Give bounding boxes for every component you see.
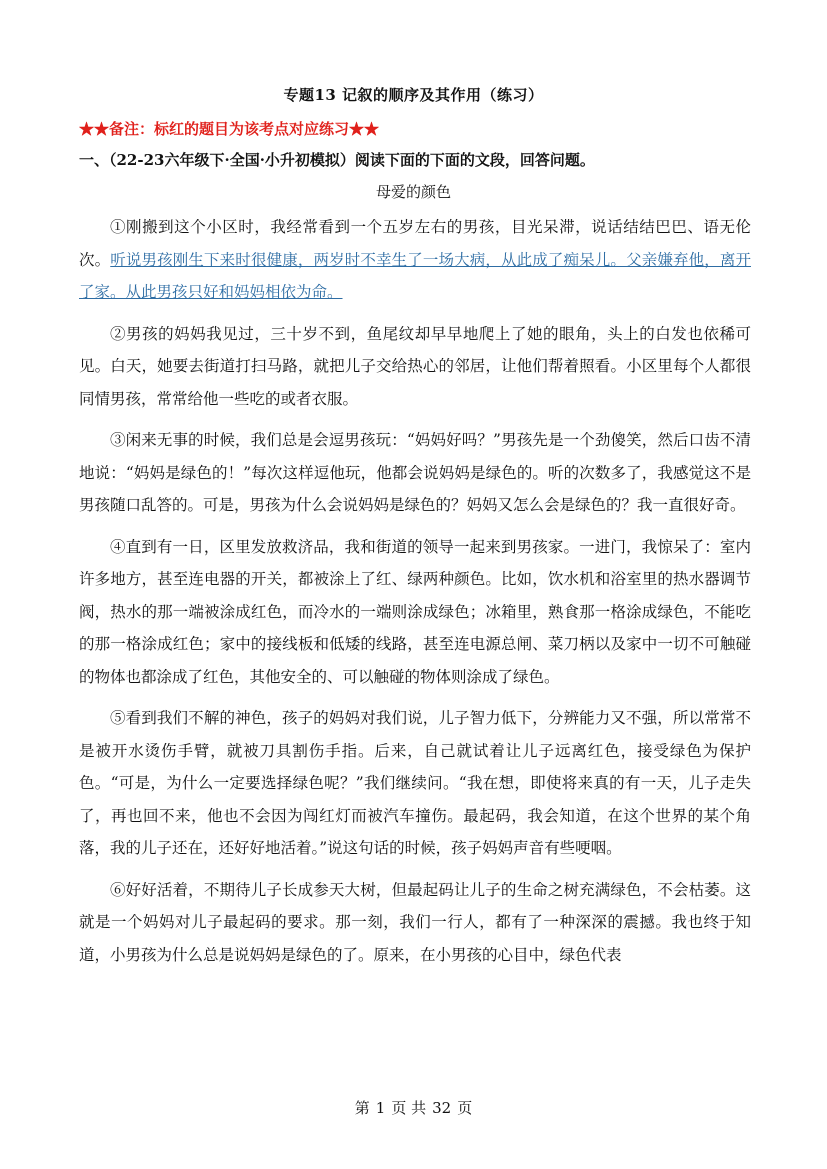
footer-mid: 页 共 [391, 1099, 427, 1117]
paragraph-4: ④直到有一日，区里发放救济品，我和街道的领导一起来到男孩家。一进门，我惊呆了：室内许多地方，甚至连电器的开关，都被涂上了红、绿两种颜色。比如，饮水机和浴室里的热水器调节阀，热水的那一端被涂成红色，而冷水的一端则涂成绿色；冰箱里，熟食那一格涂成绿色，不能吃的那一格涂成红色；家中的接线板和低矮的线路，甚至连电源总闸、菜刀柄以及家中一切不可触碰的物体也都涂成了红色，其他安全的、可以触碰的物体则涂成了绿色。 [79, 537, 751, 686]
document-title: 专题13 记叙的顺序及其作用（练习） [283, 86, 544, 104]
paragraph-3: ③闲来无事的时候，我们总是会逗男孩玩：“妈妈好吗？”男孩先是一个劲傻笑，然后口齿不清地说：“妈妈是绿色的！”每次这样逗他玩，他都会说妈妈是绿色的。听的次数多了，我感觉这不是男孩随口乱答的。可是，男孩为什么会说妈妈是绿色的？妈妈又怎么会是绿色的？我一直很好奇。 [79, 431, 751, 514]
paragraph-6: ⑥好好活着，不期待儿子长成参天大树，但最起码让儿子的生命之树充满绿色，不会枯萎。这就是一个妈妈对儿子最起码的要求。那一刻，我们一行人，都有了一种深深的震撼。我也终于知道，小男孩为什么总是说妈妈是绿色的了。原来，在小男孩的心目中，绿色代表 [79, 880, 751, 964]
footer-prefix: 第 [354, 1099, 370, 1117]
paragraph-5: ⑤看到我们不解的神色，孩子的妈妈对我们说，儿子智力低下，分辨能力又不强，所以常常不是被开水烫伤手臂，就被刀具割伤手指。后来，自己就试着让儿子远离红色，接受绿色为保护色。“可是，为什么一定要选择绿色呢？”我们继续问。“我在想，即使将来真的有一天，儿子走失了，再也回不来，他也不会因为闯红灯而被汽车撞伤。最起码，我会知道，在这个世界的某个角落，我的儿子还在，还好好地活着。”说这句话的时候，孩子妈妈声音有些哽咽。 [79, 709, 751, 857]
passage-title: 母爱的颜色 [375, 183, 451, 201]
paragraph-1-text: ①刚搬到这个小区时，我经常看到一个五岁左右的男孩，目光呆滞，说话结结巴巴、语无伦次。 [79, 218, 751, 269]
paragraph-1 [79, 211, 751, 309]
paragraph-2: ②男孩的妈妈我见过，三十岁不到，鱼尾纹却早早地爬上了她的眼角，头上的白发也依稀可见。白天，她要去街道打扫马路，就把儿子交给热心的邻居，让他们帮着照看。小区里每个人都很同情男孩，常常给他一些吃的或者衣服。 [79, 324, 751, 408]
question-heading: 一、（22-23六年级下·全国·小升初模拟）阅读下面的下面的文段，回答问题。 [79, 151, 595, 169]
page-number: 1 [375, 1099, 386, 1117]
page-footer [0, 1097, 827, 1118]
footer-suffix: 页 [457, 1099, 473, 1117]
red-note: ★★备注：标红的题目为该考点对应练习★★ [79, 120, 380, 138]
highlighted-sentence[interactable]: 听说男孩刚生下来时很健康，两岁时不幸生了一场大病，从此成了痴呆儿。父亲嫌弃他，离开了家。从此男孩只好和妈妈相依为命。 [79, 250, 751, 301]
passage-body [79, 211, 751, 980]
page-total: 32 [432, 1099, 452, 1117]
